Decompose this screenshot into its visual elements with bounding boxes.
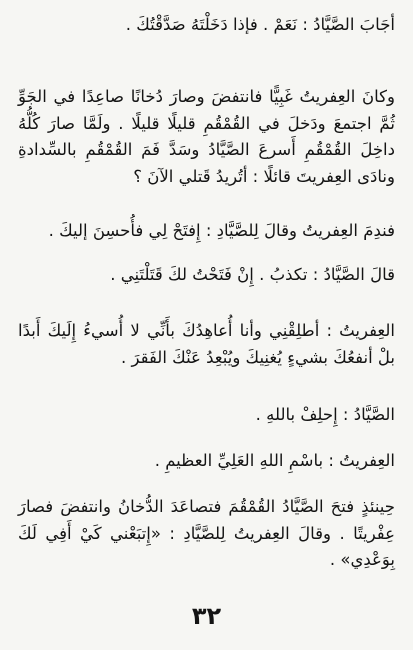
paragraph-8: حِينئذٍ فتحَ الصَّيَّادُ القُمْقُمَ فتصاعَدَ الدُّخانُ وانتفضَ فصارَ عِفْريتًا . وقالَ العِفريتُ لِلصَّيَّادِ : «إِتبَعْني كَيْ أَفِي لَكَ بِوَعْدِي» . <box>18 497 395 569</box>
paragraph-2: وكانَ العِفريتُ غَبِيًّا فانتفضَ وصارَ دُخانًا صاعِدًا في الجَوِّ ثُمَّ اجتمعَ ودَخلَ في القُمْقُمِ قليلًا قليلًا . ولَمَّا صارَ كُلُّهُ داخِلَ القُمْقُمِ أَسرعَ الصَّيَّادُ وسَدَّ فَمَ القُمْقُمِ بالسِّدادةِ ونادَى العِفريتَ قائلًا : أتُريدُ قَتلي الآنَ ؟ <box>18 87 395 186</box>
paragraph-6: الصَّيَّادُ : إِحلِفْ باللهِ . <box>255 405 395 424</box>
paragraph-1: أجَابَ الصَّيَّادُ : نَعَمْ . فإذا دَخَلْتَهُ صَدَّقْتُكَ . <box>125 15 395 34</box>
paragraph-7: العِفريتُ : باسْمِ اللهِ العَلِيِّ العظيمِ . <box>154 451 395 470</box>
paragraph-3: فندِمَ العِفريتُ وقالَ لِلصَّيَّادِ : إِفتَحْ لِي فأُحسِنَ إليكَ . <box>48 221 395 240</box>
paragraph-5: العِفريتُ : أطلِقْنِي وأنا أُعاهِدُكَ بأَنِّي لا أُسيءُ إِلَيكَ أَبدًا بلْ أنفعُكَ بشيءٍ يُغنِيكَ ويُبْعِدُ عَنْكَ الفَقرَ . <box>18 321 395 367</box>
page-number: ٣٢ <box>191 602 222 630</box>
paragraph-4: قالَ الصَّيَّادُ : تكذبُ . إِنْ فَتَحْتُ لكَ قَتَلْتَنِي . <box>110 265 395 284</box>
